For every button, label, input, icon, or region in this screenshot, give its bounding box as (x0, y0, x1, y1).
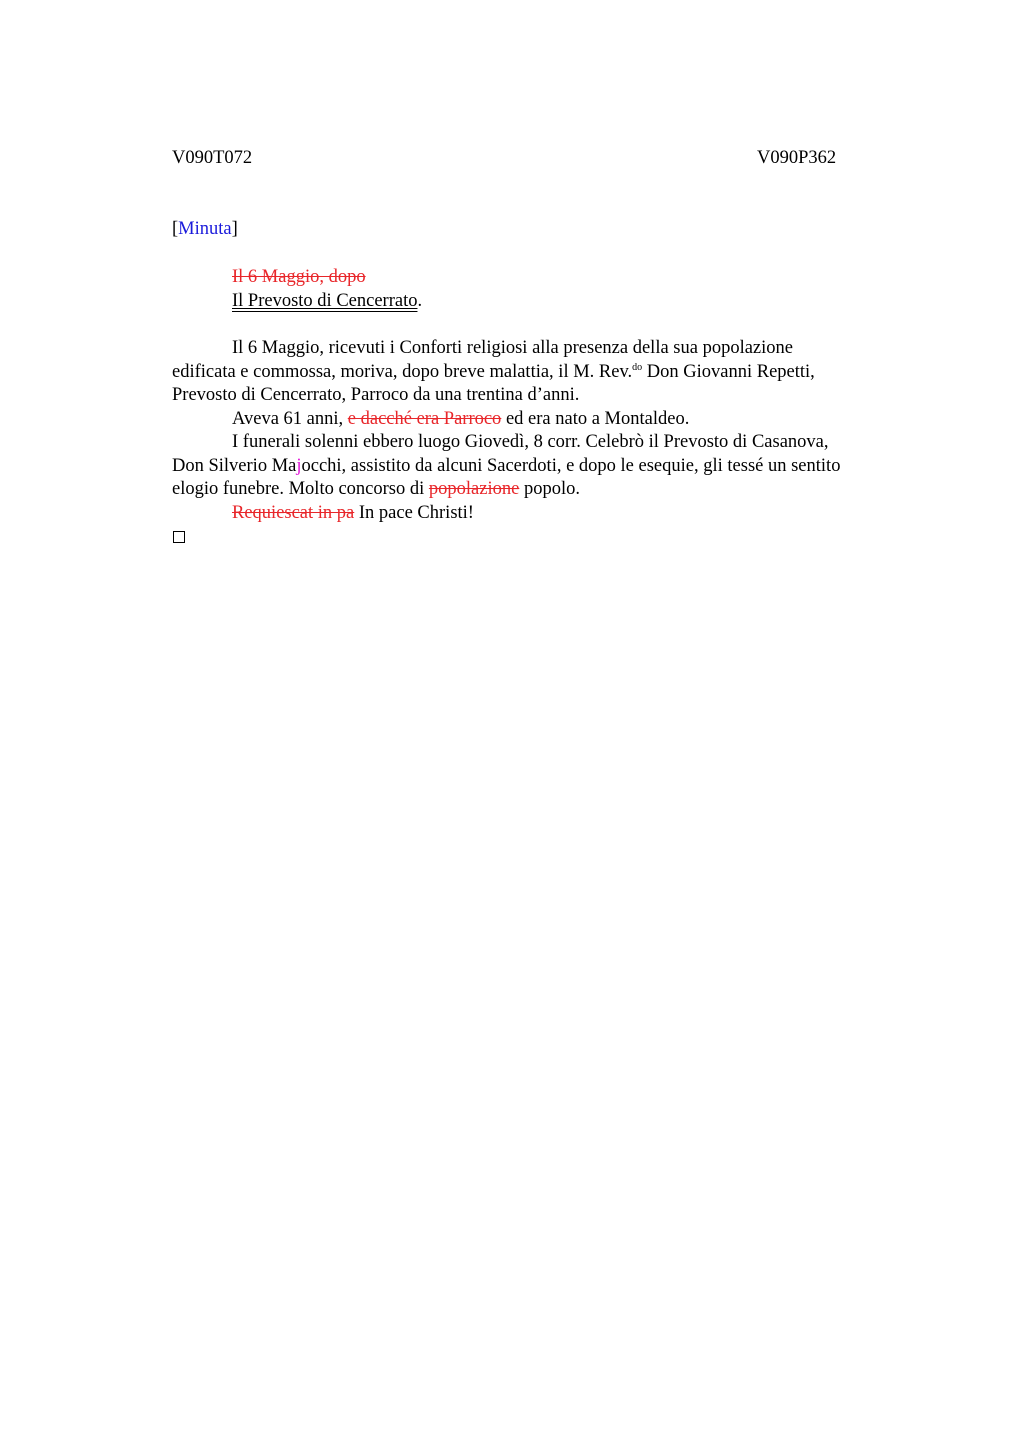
paragraph-4-deletion: Requiescat in pa (232, 502, 355, 523)
paragraph-3-insertion: j (296, 455, 302, 476)
superscript-do: do (632, 361, 643, 373)
paragraph-3-line-3-start: elogio funebre. Molto concorso di (172, 479, 429, 499)
paragraph-2-deletion: e dacché era Parroco (347, 408, 502, 429)
minuta-open-bracket: [ (172, 219, 179, 239)
minuta-close-bracket: ] (231, 219, 238, 239)
article-title-period: . (417, 291, 423, 311)
paragraph-3-line-2 (172, 455, 922, 479)
paragraph-2-start: Aveva 61 anni, (232, 408, 348, 429)
paragraph-1-line-2-start: edificata e commossa, moriva, dopo breve malattia, il M. Rev. (172, 361, 633, 382)
paragraph-3-deletion: popolazione (428, 479, 520, 499)
minuta-label (172, 218, 238, 240)
paragraph-1-line-3: Prevosto di Cencerrato, Parroco da una trentina d’anni. (172, 385, 580, 405)
paragraph-4 (172, 502, 922, 526)
deleted-title: Il 6 Maggio, dopo (232, 267, 366, 287)
paragraph-4-end: In pace Christi! (354, 502, 474, 523)
paragraph-1-line-2-end: Don Giovanni Repetti, (642, 361, 815, 382)
paragraph-1-line-2 (172, 361, 922, 385)
document-code-right: V090P362 (757, 148, 837, 168)
paragraph-2-end: ed era nato a Montaldeo. (501, 408, 690, 429)
paragraph-3-line-1: I funerali solenni ebbero luogo Giovedì, 8 corr. Celebrò il Prevosto di Casanova, (232, 432, 829, 452)
paragraph-3-line-3 (172, 478, 922, 502)
article-title (232, 290, 422, 312)
paragraph-1-line-1: Il 6 Maggio, ricevuti i Conforti religiosi alla presenza della sua popolazione (232, 338, 793, 358)
minuta-word: Minuta (178, 219, 232, 239)
article-title-underlined: Il Prevosto di Cencerrato (232, 291, 418, 311)
article-body (172, 337, 922, 525)
document-code-left: V090T072 (172, 148, 253, 168)
paragraph-3-line-2-end: occhi, assistito da alcuni Sacerdoti, e dopo le esequie, gli tessé un sentito (301, 455, 841, 476)
paragraph-3-line-2-start: Don Silverio Ma (172, 455, 297, 476)
end-of-text-box-icon (173, 531, 185, 543)
paragraph-2 (172, 408, 922, 432)
paragraph-3-line-3-end: popolo. (519, 479, 580, 499)
